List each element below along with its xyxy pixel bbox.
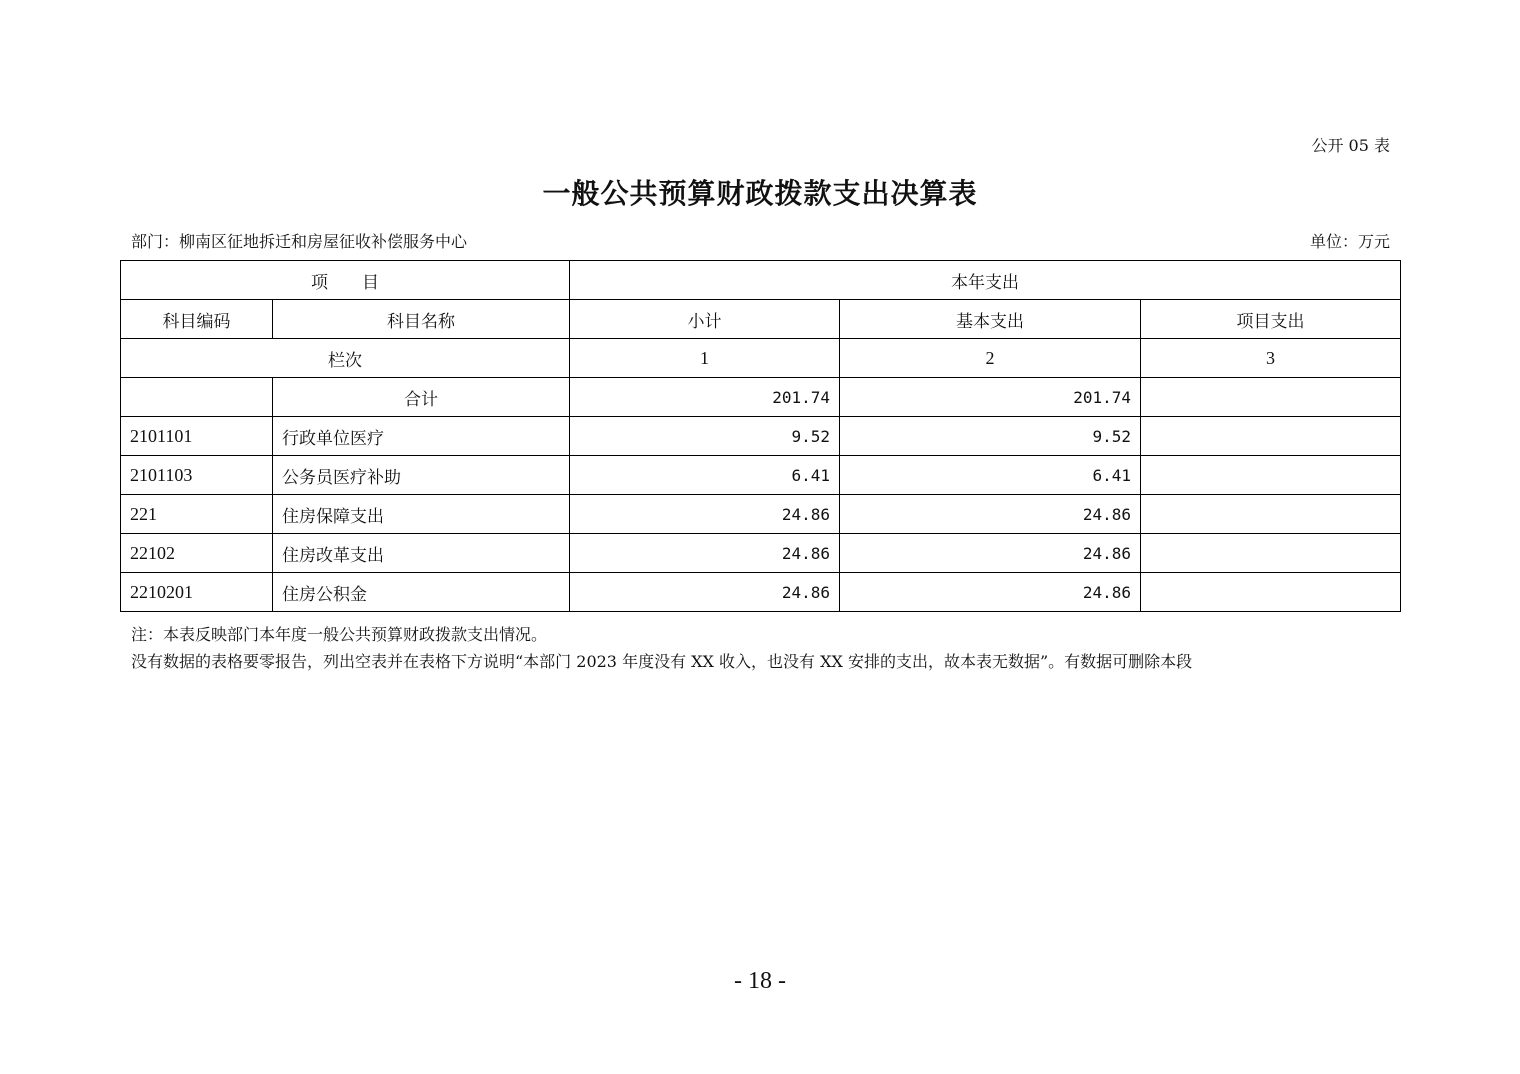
table-row (121, 417, 1401, 456)
row-subtotal: 24.86 (570, 534, 840, 573)
row-basic: 24.86 (840, 573, 1141, 612)
row-name: 住房改革支出 (273, 534, 570, 573)
header-expense: 本年支出 (570, 261, 1401, 300)
total-row (121, 378, 1401, 417)
row-project (1141, 495, 1401, 534)
expenditure-table (120, 260, 1401, 612)
row-subtotal: 9.52 (570, 417, 840, 456)
department-label: 部门：柳南区征地拆迁和房屋征收补偿服务中心 (131, 232, 468, 251)
col-project-header: 项目支出 (1141, 300, 1401, 339)
row-subtotal: 24.86 (570, 573, 840, 612)
row-name: 住房公积金 (273, 573, 570, 612)
row-project (1141, 573, 1401, 612)
col-basic-header: 基本支出 (840, 300, 1141, 339)
row-basic: 24.86 (840, 534, 1141, 573)
total-basic: 201.74 (840, 378, 1141, 417)
row-basic: 6.41 (840, 456, 1141, 495)
row-name: 公务员医疗补助 (273, 456, 570, 495)
index-row (121, 339, 1401, 378)
page-number: - 18 - (734, 968, 786, 994)
row-project (1141, 417, 1401, 456)
row-name: 行政单位医疗 (273, 417, 570, 456)
total-label: 合计 (273, 378, 570, 417)
row-basic: 24.86 (840, 495, 1141, 534)
row-index-label: 栏次 (121, 339, 570, 378)
table-row (121, 573, 1401, 612)
row-code: 2101103 (121, 456, 273, 495)
form-code: 公开 05 表 (1311, 136, 1390, 155)
zero-report-note: 没有数据的表格要零报告，列出空表并在表格下方说明“本部门 2023 年度没有 XX 收入，也没有 XX 安排的支出，故本表无数据”。有数据可删除本段 (131, 652, 1193, 671)
row-code: 2101101 (121, 417, 273, 456)
index-3: 3 (1141, 339, 1401, 378)
row-subtotal: 6.41 (570, 456, 840, 495)
row-project (1141, 456, 1401, 495)
table-note: 注：本表反映部门本年度一般公共预算财政拨款支出情况。 (131, 625, 548, 644)
row-subtotal: 24.86 (570, 495, 840, 534)
index-2: 2 (840, 339, 1141, 378)
row-name: 住房保障支出 (273, 495, 570, 534)
col-subtotal-header: 小计 (570, 300, 840, 339)
index-1: 1 (570, 339, 840, 378)
table-row (121, 534, 1401, 573)
page-title: 一般公共预算财政拨款支出决算表 (542, 177, 978, 210)
unit-label: 单位：万元 (1309, 232, 1390, 251)
total-code-cell (121, 378, 273, 417)
col-name-header: 科目名称 (273, 300, 570, 339)
total-project (1141, 378, 1401, 417)
row-code: 22102 (121, 534, 273, 573)
header-row-2 (121, 300, 1401, 339)
header-row-1 (121, 261, 1401, 300)
header-item: 项 目 (121, 261, 570, 300)
table-row (121, 495, 1401, 534)
table-row (121, 456, 1401, 495)
col-code-header: 科目编码 (121, 300, 273, 339)
total-subtotal: 201.74 (570, 378, 840, 417)
row-code: 221 (121, 495, 273, 534)
row-basic: 9.52 (840, 417, 1141, 456)
row-code: 2210201 (121, 573, 273, 612)
row-project (1141, 534, 1401, 573)
